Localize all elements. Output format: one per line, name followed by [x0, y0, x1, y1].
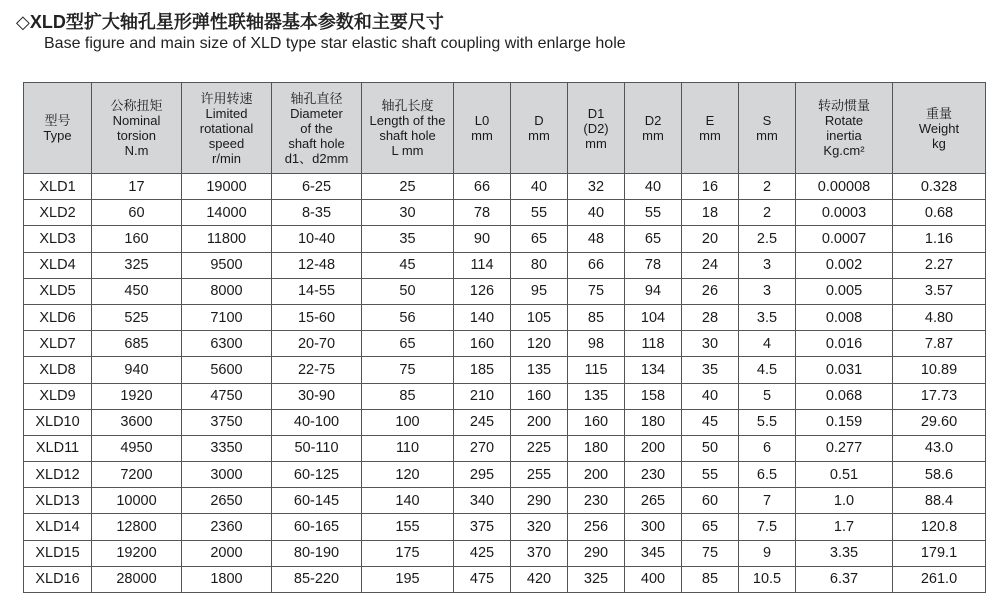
table-cell: 245 — [454, 409, 511, 435]
column-header-line: mm — [699, 128, 721, 143]
table-cell: 6.5 — [739, 462, 796, 488]
column-header — [568, 83, 625, 174]
table-cell: 20-70 — [272, 331, 362, 357]
table-cell: 3 — [739, 278, 796, 304]
table-cell: 134 — [625, 357, 682, 383]
column-header — [739, 83, 796, 174]
column-header — [893, 83, 986, 174]
table-cell: 115 — [568, 357, 625, 383]
table-cell: 16 — [682, 174, 739, 200]
table-cell: 255 — [511, 462, 568, 488]
table-cell: 65 — [362, 331, 454, 357]
table-row — [24, 200, 986, 226]
table-cell: 0.00008 — [796, 174, 893, 200]
table-cell: 50-110 — [272, 435, 362, 461]
table-cell: 4750 — [182, 383, 272, 409]
table-cell: 175 — [362, 540, 454, 566]
table-cell: 290 — [511, 488, 568, 514]
column-header-line: rotational — [199, 120, 254, 136]
column-header-line: 型号 — [44, 113, 71, 128]
table-cell: 685 — [92, 331, 182, 357]
table-cell: 3.57 — [893, 278, 986, 304]
table-cell: 40 — [511, 174, 568, 200]
table-cell: 0.002 — [796, 252, 893, 278]
table-cell: 2650 — [182, 488, 272, 514]
table-cell: 3350 — [182, 435, 272, 461]
table-cell: 135 — [511, 357, 568, 383]
table-cell: 8-35 — [272, 200, 362, 226]
table-cell: 3000 — [182, 462, 272, 488]
table-cell: 30 — [682, 331, 739, 357]
table-cell: 7 — [739, 488, 796, 514]
column-header-line: kg — [932, 135, 946, 151]
table-cell: 55 — [682, 462, 739, 488]
table-cell: 525 — [92, 304, 182, 330]
table-row — [24, 252, 986, 278]
table-cell: 370 — [511, 540, 568, 566]
table-cell: 11800 — [182, 226, 272, 252]
table-cell: 3750 — [182, 409, 272, 435]
table-row — [24, 540, 986, 566]
table-cell: 290 — [568, 540, 625, 566]
table-cell: 30-90 — [272, 383, 362, 409]
table-cell: 225 — [511, 435, 568, 461]
column-header-line: Type — [43, 128, 72, 143]
column-header-line: L mm — [391, 143, 424, 158]
table-cell: 28 — [682, 304, 739, 330]
table-cell: 10.89 — [893, 357, 986, 383]
table-header-row — [24, 83, 986, 174]
table-cell: 18 — [682, 200, 739, 226]
table-row — [24, 514, 986, 540]
table-cell: 10.5 — [739, 566, 796, 592]
table-cell: 4.80 — [893, 304, 986, 330]
table-cell: 60 — [682, 488, 739, 514]
table-cell: 10-40 — [272, 226, 362, 252]
column-header — [625, 83, 682, 174]
table-cell: 45 — [362, 252, 454, 278]
table-cell: 26 — [682, 278, 739, 304]
model-cell: XLD12 — [24, 462, 92, 488]
table-cell: 80-190 — [272, 540, 362, 566]
table-cell: 29.60 — [893, 409, 986, 435]
table-cell: 75 — [568, 278, 625, 304]
table-cell: 56 — [362, 304, 454, 330]
column-header-line: 重量 — [925, 105, 952, 121]
table-cell: 66 — [568, 252, 625, 278]
table-cell: 155 — [362, 514, 454, 540]
column-header-line: Diameter — [290, 105, 343, 121]
table-cell: 105 — [511, 304, 568, 330]
table-cell: 45 — [682, 409, 739, 435]
table-row — [24, 566, 986, 592]
table-cell: 6.37 — [796, 566, 893, 592]
model-cell: XLD10 — [24, 409, 92, 435]
column-header — [92, 83, 182, 174]
table-cell: 48 — [568, 226, 625, 252]
table-cell: 30 — [362, 200, 454, 226]
column-header-line: inertia — [826, 128, 862, 143]
table-cell: 0.51 — [796, 462, 893, 488]
table-cell: 88.4 — [893, 488, 986, 514]
table-cell: 0.0007 — [796, 226, 893, 252]
table-cell: 179.1 — [893, 540, 986, 566]
table-cell: 6300 — [182, 331, 272, 357]
table-cell: 85-220 — [272, 566, 362, 592]
table-cell: 100 — [362, 409, 454, 435]
table-cell: 50 — [682, 435, 739, 461]
table-cell: 90 — [454, 226, 511, 252]
table-cell: 135 — [568, 383, 625, 409]
column-header-line: Limited — [205, 105, 248, 121]
table-cell: 6-25 — [272, 174, 362, 200]
table-cell: 7200 — [92, 462, 182, 488]
table-cell: 2 — [739, 200, 796, 226]
table-cell: 1.0 — [796, 488, 893, 514]
table-cell: 28000 — [92, 566, 182, 592]
table-cell: 230 — [568, 488, 625, 514]
table-cell: 60-165 — [272, 514, 362, 540]
table-cell: 66 — [454, 174, 511, 200]
table-cell: 195 — [362, 566, 454, 592]
table-cell: 200 — [625, 435, 682, 461]
table-cell: 20 — [682, 226, 739, 252]
table-cell: 7.5 — [739, 514, 796, 540]
table-cell: 80 — [511, 252, 568, 278]
table-row — [24, 435, 986, 461]
table-cell: 5 — [739, 383, 796, 409]
model-cell: XLD8 — [24, 357, 92, 383]
table-cell: 104 — [625, 304, 682, 330]
table-cell: 65 — [682, 514, 739, 540]
table-cell: 120 — [511, 331, 568, 357]
column-header — [24, 83, 92, 174]
table-cell: 185 — [454, 357, 511, 383]
table-cell: 12-48 — [272, 252, 362, 278]
table-cell: 14000 — [182, 200, 272, 226]
column-header-line: L0 — [474, 113, 490, 128]
table-cell: 158 — [625, 383, 682, 409]
table-cell: 40 — [625, 174, 682, 200]
table-cell: 120 — [362, 462, 454, 488]
column-header-line: r/min — [212, 150, 241, 166]
table-cell: 126 — [454, 278, 511, 304]
column-header-line: mm — [528, 128, 550, 143]
table-row — [24, 488, 986, 514]
table-cell: 140 — [454, 304, 511, 330]
table-cell: 58.6 — [893, 462, 986, 488]
column-header-line: (D2) — [583, 120, 609, 136]
table-cell: 256 — [568, 514, 625, 540]
table-cell: 3.5 — [739, 304, 796, 330]
table-cell: 295 — [454, 462, 511, 488]
table-cell: 3.35 — [796, 540, 893, 566]
table-cell: 40 — [568, 200, 625, 226]
table-cell: 40 — [682, 383, 739, 409]
column-header-line: shaft hole — [288, 135, 345, 151]
table-cell: 940 — [92, 357, 182, 383]
table-cell: 4 — [739, 331, 796, 357]
table-cell: 60-145 — [272, 488, 362, 514]
table-cell: 1.7 — [796, 514, 893, 540]
table-cell: 75 — [682, 540, 739, 566]
model-cell: XLD3 — [24, 226, 92, 252]
table-cell: 160 — [92, 226, 182, 252]
table-cell: 9 — [739, 540, 796, 566]
table-cell: 2 — [739, 174, 796, 200]
table-cell: 17.73 — [893, 383, 986, 409]
table-cell: 4950 — [92, 435, 182, 461]
column-header — [682, 83, 739, 174]
model-cell: XLD4 — [24, 252, 92, 278]
table-cell: 160 — [454, 331, 511, 357]
column-header-line: mm — [642, 128, 664, 143]
table-cell: 0.68 — [893, 200, 986, 226]
title-english: Base figure and main size of XLD type star elastic shaft coupling with enlarge hole — [44, 35, 626, 52]
column-header-line: D2 — [644, 113, 662, 128]
table-cell: 2.5 — [739, 226, 796, 252]
table-cell: 160 — [568, 409, 625, 435]
model-cell: XLD1 — [24, 174, 92, 200]
table-cell: 98 — [568, 331, 625, 357]
table-cell: 375 — [454, 514, 511, 540]
table-cell: 32 — [568, 174, 625, 200]
table-cell: 17 — [92, 174, 182, 200]
model-cell: XLD5 — [24, 278, 92, 304]
column-header-line: mm — [585, 135, 607, 151]
table-cell: 5600 — [182, 357, 272, 383]
table-cell: 60-125 — [272, 462, 362, 488]
table-cell: 210 — [454, 383, 511, 409]
table-cell: 85 — [362, 383, 454, 409]
column-header-line: Length of the — [369, 113, 446, 128]
column-header-line: Nominal — [112, 113, 161, 128]
table-row — [24, 331, 986, 357]
table-row — [24, 383, 986, 409]
table-cell: 320 — [511, 514, 568, 540]
table-cell: 94 — [625, 278, 682, 304]
column-header — [454, 83, 511, 174]
table-cell: 0.016 — [796, 331, 893, 357]
model-cell: XLD2 — [24, 200, 92, 226]
column-header-line: 轴孔长度 — [381, 98, 434, 113]
column-header-line: mm — [756, 128, 778, 143]
table-cell: 14-55 — [272, 278, 362, 304]
table-cell: 114 — [454, 252, 511, 278]
table-cell: 85 — [568, 304, 625, 330]
model-cell: XLD11 — [24, 435, 92, 461]
column-header-line: D — [534, 113, 544, 128]
table-cell: 2.27 — [893, 252, 986, 278]
table-cell: 261.0 — [893, 566, 986, 592]
table-cell: 85 — [682, 566, 739, 592]
column-header — [272, 83, 362, 174]
table-cell: 6 — [739, 435, 796, 461]
model-cell: XLD14 — [24, 514, 92, 540]
table-cell: 55 — [625, 200, 682, 226]
table-cell: 12800 — [92, 514, 182, 540]
table-cell: 180 — [625, 409, 682, 435]
model-cell: XLD7 — [24, 331, 92, 357]
table-cell: 7100 — [182, 304, 272, 330]
table-cell: 35 — [362, 226, 454, 252]
column-header-line: S — [762, 113, 772, 128]
column-header-line: E — [705, 113, 715, 128]
table-cell: 450 — [92, 278, 182, 304]
table-row — [24, 174, 986, 200]
table-cell: 0.328 — [893, 174, 986, 200]
table-cell: 50 — [362, 278, 454, 304]
table-cell: 65 — [511, 226, 568, 252]
table-cell: 3600 — [92, 409, 182, 435]
table-cell: 9500 — [182, 252, 272, 278]
table-cell: 5.5 — [739, 409, 796, 435]
column-header-line: 轴孔直径 — [290, 90, 343, 106]
table-cell: 4.5 — [739, 357, 796, 383]
spec-table — [23, 82, 986, 593]
model-cell: XLD13 — [24, 488, 92, 514]
table-cell: 325 — [568, 566, 625, 592]
column-header-line: shaft hole — [379, 128, 436, 143]
table-cell: 10000 — [92, 488, 182, 514]
table-cell: 180 — [568, 435, 625, 461]
title-chinese: ◇XLD型扩大轴孔星形弹性联轴器基本参数和主要尺寸 — [16, 12, 444, 32]
model-cell: XLD16 — [24, 566, 92, 592]
table-cell: 0.068 — [796, 383, 893, 409]
table-cell: 118 — [625, 331, 682, 357]
model-cell: XLD9 — [24, 383, 92, 409]
table-cell: 420 — [511, 566, 568, 592]
table-cell: 345 — [625, 540, 682, 566]
table-cell: 8000 — [182, 278, 272, 304]
table-cell: 65 — [625, 226, 682, 252]
table-cell: 110 — [362, 435, 454, 461]
column-header-line: Kg.cm² — [823, 143, 865, 158]
table-cell: 0.0003 — [796, 200, 893, 226]
table-cell: 24 — [682, 252, 739, 278]
table-cell: 25 — [362, 174, 454, 200]
table-cell: 120.8 — [893, 514, 986, 540]
column-header — [362, 83, 454, 174]
table-cell: 325 — [92, 252, 182, 278]
table-row — [24, 409, 986, 435]
column-header-line: speed — [208, 135, 245, 151]
column-header-line: of the — [300, 120, 333, 136]
table-cell: 200 — [511, 409, 568, 435]
table-cell: 78 — [454, 200, 511, 226]
table-cell: 1800 — [182, 566, 272, 592]
column-header — [182, 83, 272, 174]
table-cell: 0.159 — [796, 409, 893, 435]
table-cell: 1.16 — [893, 226, 986, 252]
table-cell: 0.031 — [796, 357, 893, 383]
table-cell: 300 — [625, 514, 682, 540]
table-cell: 0.008 — [796, 304, 893, 330]
column-header-line: d1、d2mm — [284, 150, 349, 166]
table-row — [24, 304, 986, 330]
table-row — [24, 357, 986, 383]
table-cell: 0.005 — [796, 278, 893, 304]
column-header-line: torsion — [116, 128, 157, 143]
column-header-line: Weight — [918, 120, 960, 136]
table-cell: 7.87 — [893, 331, 986, 357]
column-header-line: 公称扭矩 — [110, 98, 163, 113]
table-cell: 160 — [511, 383, 568, 409]
model-cell: XLD15 — [24, 540, 92, 566]
table-cell: 19000 — [182, 174, 272, 200]
model-cell: XLD6 — [24, 304, 92, 330]
table-row — [24, 462, 986, 488]
column-header-line: D1 — [587, 105, 605, 121]
table-cell: 60 — [92, 200, 182, 226]
column-header-line: mm — [471, 128, 493, 143]
column-header-line: Rotate — [824, 113, 864, 128]
table-cell: 1920 — [92, 383, 182, 409]
table-cell: 230 — [625, 462, 682, 488]
table-cell: 265 — [625, 488, 682, 514]
column-header — [511, 83, 568, 174]
table-cell: 425 — [454, 540, 511, 566]
table-cell: 55 — [511, 200, 568, 226]
table-cell: 78 — [625, 252, 682, 278]
table-cell: 475 — [454, 566, 511, 592]
table-cell: 75 — [362, 357, 454, 383]
table-cell: 2000 — [182, 540, 272, 566]
table-cell: 140 — [362, 488, 454, 514]
table-cell: 22-75 — [272, 357, 362, 383]
table-body — [24, 174, 986, 593]
table-cell: 95 — [511, 278, 568, 304]
table-cell: 270 — [454, 435, 511, 461]
table-cell: 400 — [625, 566, 682, 592]
table-cell: 43.0 — [893, 435, 986, 461]
table-cell: 35 — [682, 357, 739, 383]
table-row — [24, 278, 986, 304]
table-cell: 15-60 — [272, 304, 362, 330]
table-cell: 200 — [568, 462, 625, 488]
table-cell: 19200 — [92, 540, 182, 566]
table-cell: 0.277 — [796, 435, 893, 461]
table-cell: 2360 — [182, 514, 272, 540]
column-header-line: N.m — [124, 143, 149, 158]
table-row — [24, 226, 986, 252]
column-header-line: 许用转速 — [200, 90, 253, 106]
table-cell: 40-100 — [272, 409, 362, 435]
table-cell: 340 — [454, 488, 511, 514]
column-header — [796, 83, 893, 174]
column-header-line: 转动惯量 — [817, 98, 870, 113]
table-cell: 3 — [739, 252, 796, 278]
